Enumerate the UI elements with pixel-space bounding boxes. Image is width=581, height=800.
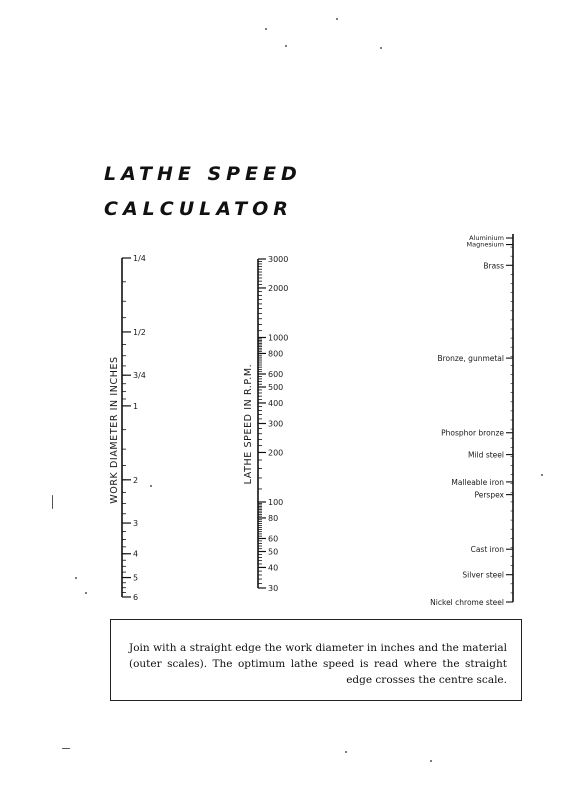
material-label: Cast iron bbox=[470, 545, 504, 555]
material-label: Nickel chrome steel bbox=[430, 598, 504, 607]
speed-tick-label: 100 bbox=[268, 497, 284, 507]
speck bbox=[52, 495, 53, 509]
speed-tick-label: 400 bbox=[268, 398, 284, 408]
speck bbox=[345, 751, 347, 753]
instructions-text: Join with a straight edge the work diameter in inches and the material (outer scales). The optimum lathe speed is read where the straight edge crosses the centre scale. bbox=[129, 642, 507, 686]
material-label: Perspex bbox=[474, 490, 504, 500]
material-label: Aluminium bbox=[469, 234, 504, 242]
speed-tick-label: 60 bbox=[268, 534, 279, 544]
material-label: Phosphor bronze bbox=[441, 428, 504, 438]
speed-tick-label: 2000 bbox=[268, 283, 289, 293]
title-line-2: CALCULATOR bbox=[104, 198, 293, 220]
diameter-scale-label: WORK DIAMETER IN INCHES bbox=[109, 356, 120, 504]
speck bbox=[430, 760, 432, 762]
speck bbox=[265, 28, 267, 30]
speed-tick-label: 50 bbox=[268, 547, 279, 557]
speed-tick-label: 600 bbox=[268, 369, 284, 379]
diameter-tick-label: 5 bbox=[133, 573, 139, 583]
speed-tick-label: 30 bbox=[268, 584, 279, 593]
speck bbox=[336, 18, 338, 20]
speed-tick-label: 300 bbox=[268, 419, 284, 429]
instructions-box bbox=[110, 619, 522, 701]
speck bbox=[380, 47, 382, 49]
diameter-tick-label: 4 bbox=[133, 549, 139, 559]
material-label: Bronze, gunmetal bbox=[437, 354, 504, 364]
diameter-tick-label: 1/2 bbox=[133, 327, 146, 337]
speck bbox=[85, 592, 87, 594]
speed-tick-label: 3000 bbox=[268, 255, 289, 264]
speed-tick-label: 80 bbox=[268, 513, 279, 523]
material-label: Brass bbox=[483, 261, 504, 271]
speed-tick-label: 500 bbox=[268, 383, 284, 393]
diameter-tick-label: 1/4 bbox=[133, 254, 146, 263]
material-label: Magnesium bbox=[466, 240, 504, 249]
speck bbox=[541, 474, 543, 476]
diameter-tick-label: 3/4 bbox=[133, 371, 146, 381]
diameter-tick-label: 6 bbox=[133, 593, 139, 602]
speed-tick-label: 800 bbox=[268, 349, 284, 359]
speed-tick-label: 1000 bbox=[268, 333, 289, 343]
material-label: Malleable iron bbox=[451, 477, 504, 487]
material-label: Silver steel bbox=[462, 570, 504, 580]
title-line-1: LATHE SPEED bbox=[104, 163, 302, 185]
speed-tick-label: 200 bbox=[268, 448, 284, 458]
diameter-tick-label: 2 bbox=[133, 475, 139, 485]
speck bbox=[62, 748, 70, 749]
diameter-tick-label: 3 bbox=[133, 519, 139, 529]
speck bbox=[285, 45, 287, 47]
speck bbox=[75, 577, 77, 579]
material-label: Mild steel bbox=[468, 450, 504, 460]
speed-tick-label: 40 bbox=[268, 563, 279, 573]
diameter-tick-label: 1 bbox=[133, 401, 139, 411]
speed-scale-label: LATHE SPEED IN R.P.M. bbox=[243, 363, 254, 485]
speck bbox=[150, 485, 152, 487]
